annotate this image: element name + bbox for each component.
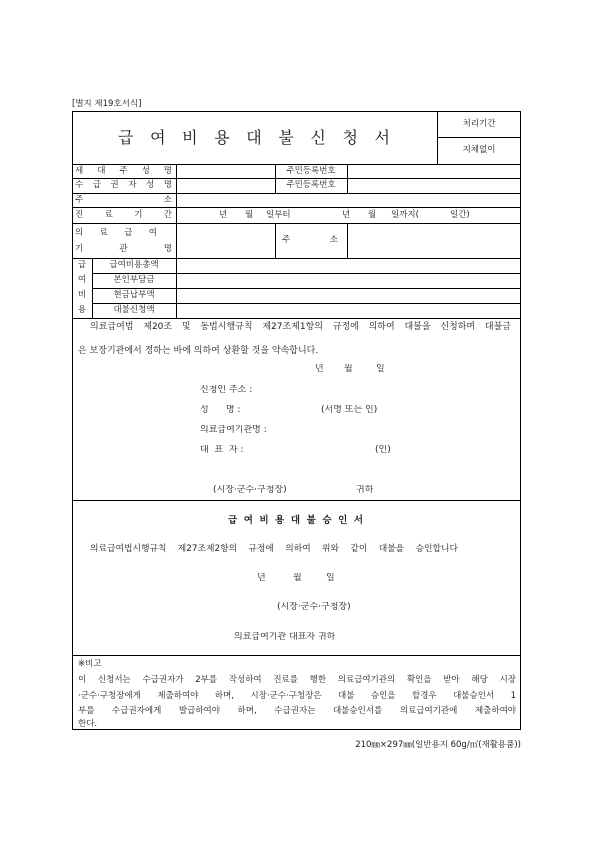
treatment-days: 일간) [450,210,470,220]
form-title: 급 여 비 용 대 불 신 청 서 [118,128,390,147]
recipient-resident-no-field [348,179,520,193]
table-rule-h [72,318,521,319]
recipient-name-label: 수 급 권 자 성 명 [75,180,172,190]
table-rule-h [72,655,521,656]
approval-date-year: 년 [257,573,266,583]
application-statement-line2: 은 보장기관에서 정하는 바에 의하여 상환할 것을 약속합니다. [78,346,319,356]
application-addressee-suffix: 귀하 [356,485,374,495]
benefit-section-char: 급 [77,260,87,270]
benefit-item-copay-label: 본인부담금 [113,275,155,285]
benefit-item-cash-paid-field [177,289,520,303]
application-date-month: 월 [344,364,353,374]
treatment-start-day: 일부터 [266,210,291,220]
address-field [177,194,520,207]
processing-period-label: 처리기간 [462,119,496,129]
benefit-section-char: 여 [77,275,87,285]
medical-institution-label-line2: 기 관 명 [75,244,172,254]
benefit-item-advance-request-label: 대불신청액 [113,305,155,315]
remarks-line: 한다. [78,719,98,729]
householder-name-label: 세 대 주 성 명 [75,166,172,176]
treatment-period-label: 진 료 기 간 [75,210,172,220]
approval-statement: 의료급여법시행규칙 제27조제2항의 규정에 의하여 위와 같이 대불을 승인합니다 [90,544,458,554]
application-addressee: (시장·군수·구청장) [213,485,287,495]
table-rule-v [275,223,276,258]
remarks-line: 부를 수급권자에게 발급하여야 하며, 수급권자는 대불승인서를 의료급여기관에 제출하여야 [78,706,516,716]
benefit-item-total-label: 급여비용총액 [109,260,159,270]
medical-institution-address-field [348,224,520,258]
seal-note: (인) [375,445,391,455]
application-date-year: 년 [315,364,324,374]
application-date-day: 일 [376,364,385,374]
remarks-label: ※비고 [78,659,102,669]
approval-date-day: 일 [326,573,335,583]
approval-date-month: 월 [293,573,302,583]
address-label: 주 소 [75,195,172,205]
recipient-resident-no-label: 주민등록번호 [286,180,336,190]
treatment-end-year: 년 [342,210,351,220]
benefit-item-total-field [177,259,520,273]
approval-addressee: 의료급여기관 대표자 귀하 [234,632,336,642]
approval-issuer: (시장·군수·구청장) [277,602,351,612]
application-statement-line1: 의료급여법 제20조 및 동법시행규칙 제27조제1항의 규정에 의하여 대불을 신청하며 대불금 [90,322,511,332]
householder-resident-no-label: 주민등록번호 [286,166,336,176]
benefit-item-advance-request-field [177,304,520,318]
applicant-name-label: 성 명 : [200,405,241,415]
householder-resident-no-field [348,165,520,178]
benefit-item-copay-field [177,274,520,288]
form-number: [별지 제19호서식] [72,99,142,109]
medical-institution-label-line1: 의 료 급 여 [75,228,157,238]
signature-note: (서명 또는 인) [321,405,378,415]
benefit-section-char: 비 [77,290,87,300]
approval-title: 급 여 비 용 대 불 승 인 서 [228,515,363,526]
recipient-name-field [177,179,274,193]
representative-label: 대 표 자 : [200,445,244,455]
medical-institution-address-label: 주 소 [282,235,338,245]
remarks-line: 이 신청서는 수급권자가 2부를 작성하여 진료를 행한 의료급여기관의 확인을 받아 해당 시장 [78,675,516,685]
medical-institution-name-field [177,224,274,258]
applicant-address-label: 신청인 주소 : [200,385,253,395]
table-rule-h [72,500,521,501]
treatment-end-day: 일까지( [391,210,419,220]
remarks-line: ·군수·구청장에게 제출하여야 하며, 시장·군수·구청장은 대불 승인을 할경우 대불승인서 1 [78,691,516,701]
institution-name-label: 의료급여기관명 : [200,425,267,435]
treatment-start-month: 월 [245,210,254,220]
householder-name-field [177,165,274,178]
treatment-end-month: 월 [368,210,377,220]
benefit-section-char: 용 [77,305,87,315]
benefit-item-cash-paid-label: 현금납부액 [113,290,155,300]
processing-period-value: 지체없이 [462,145,496,155]
paper-spec: 210㎜×297㎜(일반용지 60g/㎡(재활용품)) [355,740,521,750]
treatment-start-year: 년 [219,210,228,220]
